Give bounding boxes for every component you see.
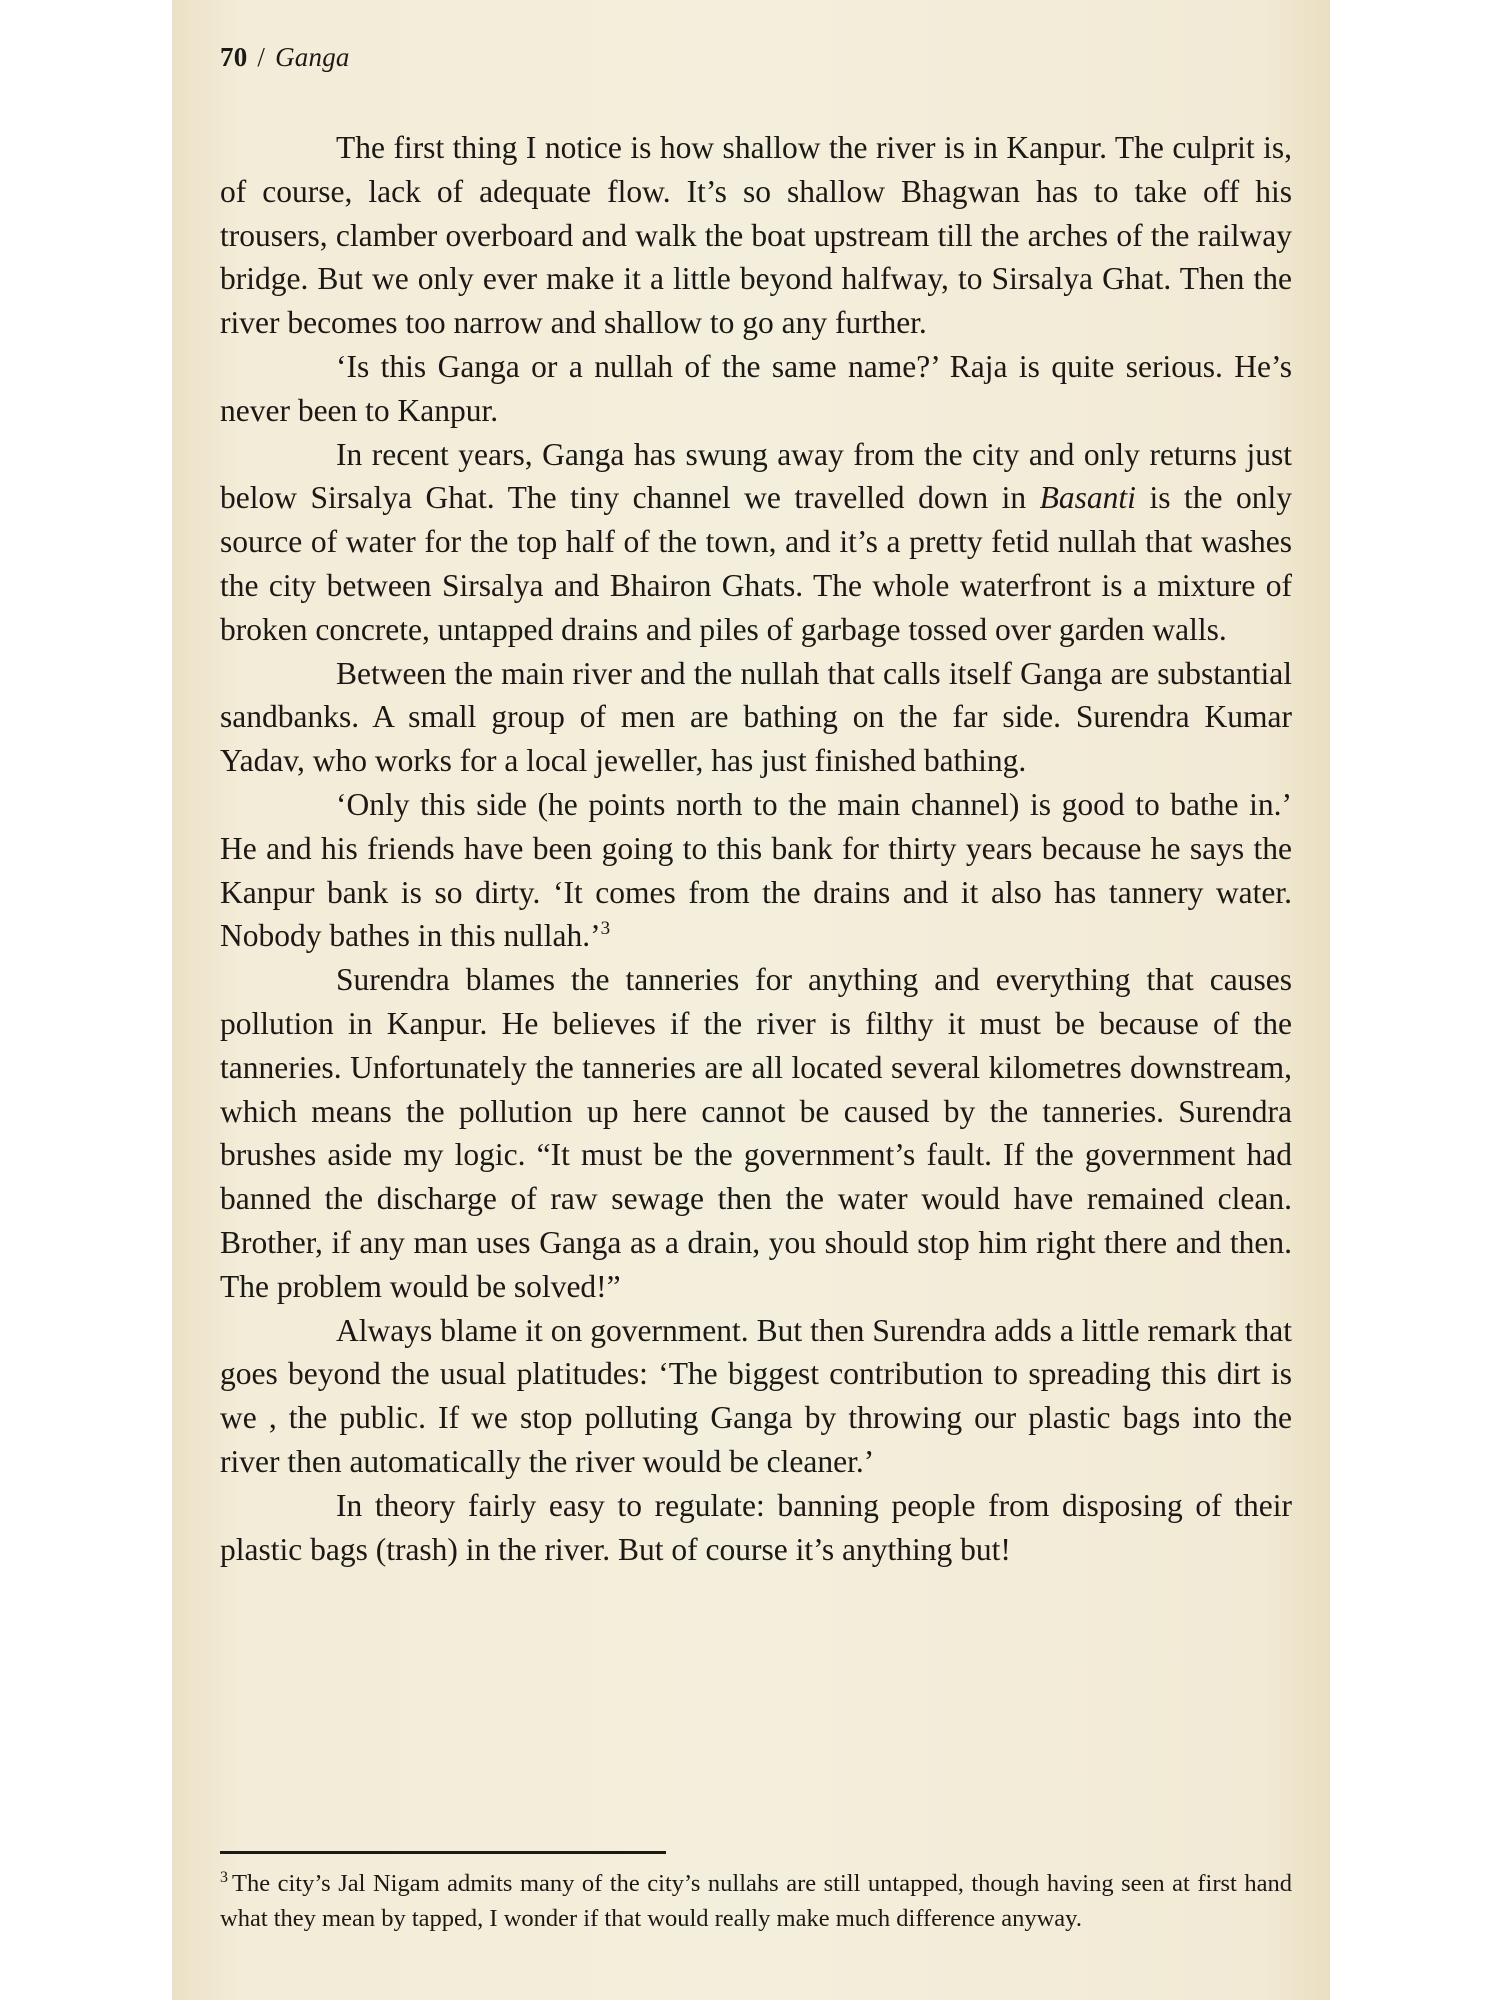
- running-head: [220, 42, 350, 73]
- boat-name: Basanti: [1039, 480, 1136, 516]
- page-number: 70: [220, 42, 248, 72]
- paragraph-3: [220, 433, 1292, 652]
- footnote-marker: 3: [220, 1869, 228, 1886]
- paragraph-text: Between the main river and the nullah that calls itself Ganga are substantial sandbanks. A small group of men are bathing on the far side. Surendra Kumar Yadav, who works for a local jeweller, has just finished bathing.: [220, 655, 1292, 779]
- paragraph-8: [220, 1484, 1292, 1572]
- paragraph-text-start: In recent years, Ganga has swung away from the city and only returns just below Sirsalya Ghat. The tiny channel we travelled down in: [220, 436, 1292, 516]
- book-title: Ganga: [275, 42, 350, 72]
- paragraph-text: ‘Only this side (he points north to the main channel) is good to bathe in.’ He and his friends have been going to this bank for thirty years because he says the Kanpur bank is so dirty. ‘It comes from the drains and it also has tannery water. Nobody bathes in this nullah.’: [220, 786, 1292, 954]
- paragraph-text: Surendra blames the tanneries for anything and everything that causes pollution in Kanpur. He believes if the river is filthy it must be because of the tanneries. Unfortunately the tanneries are all located several kilometres downstream, which means the pollution up here cannot be caused by the tanneries. Surendra brushes aside my logic. “It must be the government’s fault. If the government had banned the discharge of raw sewage then the water would have remained clean. Brother, if any man uses Ganga as a drain, you should stop him right there and then. The problem would be solved!”: [220, 962, 1292, 1304]
- paragraph-7: [220, 1309, 1292, 1484]
- paragraph-5: [220, 783, 1292, 958]
- paragraph-text: In theory fairly easy to regulate: banning people from disposing of their plastic bags (trash) in the river. But of course it’s anything but!: [220, 1487, 1292, 1567]
- header-separator: /: [257, 42, 266, 72]
- paragraph-1: [220, 126, 1292, 345]
- body-text: [220, 126, 1292, 1571]
- paragraph-text: Always blame it on government. But then Surendra adds a little remark that goes beyond the usual platitudes: ‘The biggest contribution to spreading this dirt is we , the public. If we stop polluting Ganga by throwing our plastic bags into the river then automatically the river would be cleaner.’: [220, 1312, 1292, 1479]
- footnote-text: The city’s Jal Nigam admits many of the city’s nullahs are still untapped, though having seen at first hand what they mean by tapped, I wonder if that would really make much difference anyway.: [220, 1870, 1292, 1932]
- paragraph-2: [220, 345, 1292, 433]
- paragraph-text: The first thing I notice is how shallow the river is in Kanpur. The culprit is, of course, lack of adequate flow. It’s so shallow Bhagwan has to take off his trousers, clamber overboard and walk the boat upstream till the arches of the railway bridge. But we only ever make it a little beyond halfway, to Sirsalya Ghat. Then the river becomes too narrow and shallow to go any further.: [220, 130, 1292, 341]
- paragraph-6: [220, 958, 1292, 1308]
- paragraph-text: ‘Is this Ganga or a nullah of the same name?’ Raja is quite serious. He’s never been to Kanpur.: [220, 348, 1292, 428]
- footnote: [220, 1866, 1292, 1936]
- footnote-reference[interactable]: 3: [600, 918, 611, 940]
- paragraph-4: [220, 652, 1292, 783]
- footnote-rule: [220, 1851, 666, 1854]
- paragraph-text-end: is the only source of water for the top half of the town, and it’s a pretty fetid nullah that washes the city between Sirsalya and Bhairon Ghats. The whole waterfront is a mixture of broken concrete, untapped drains and piles of garbage tossed over garden walls.: [220, 480, 1293, 647]
- book-page: [172, 0, 1330, 2000]
